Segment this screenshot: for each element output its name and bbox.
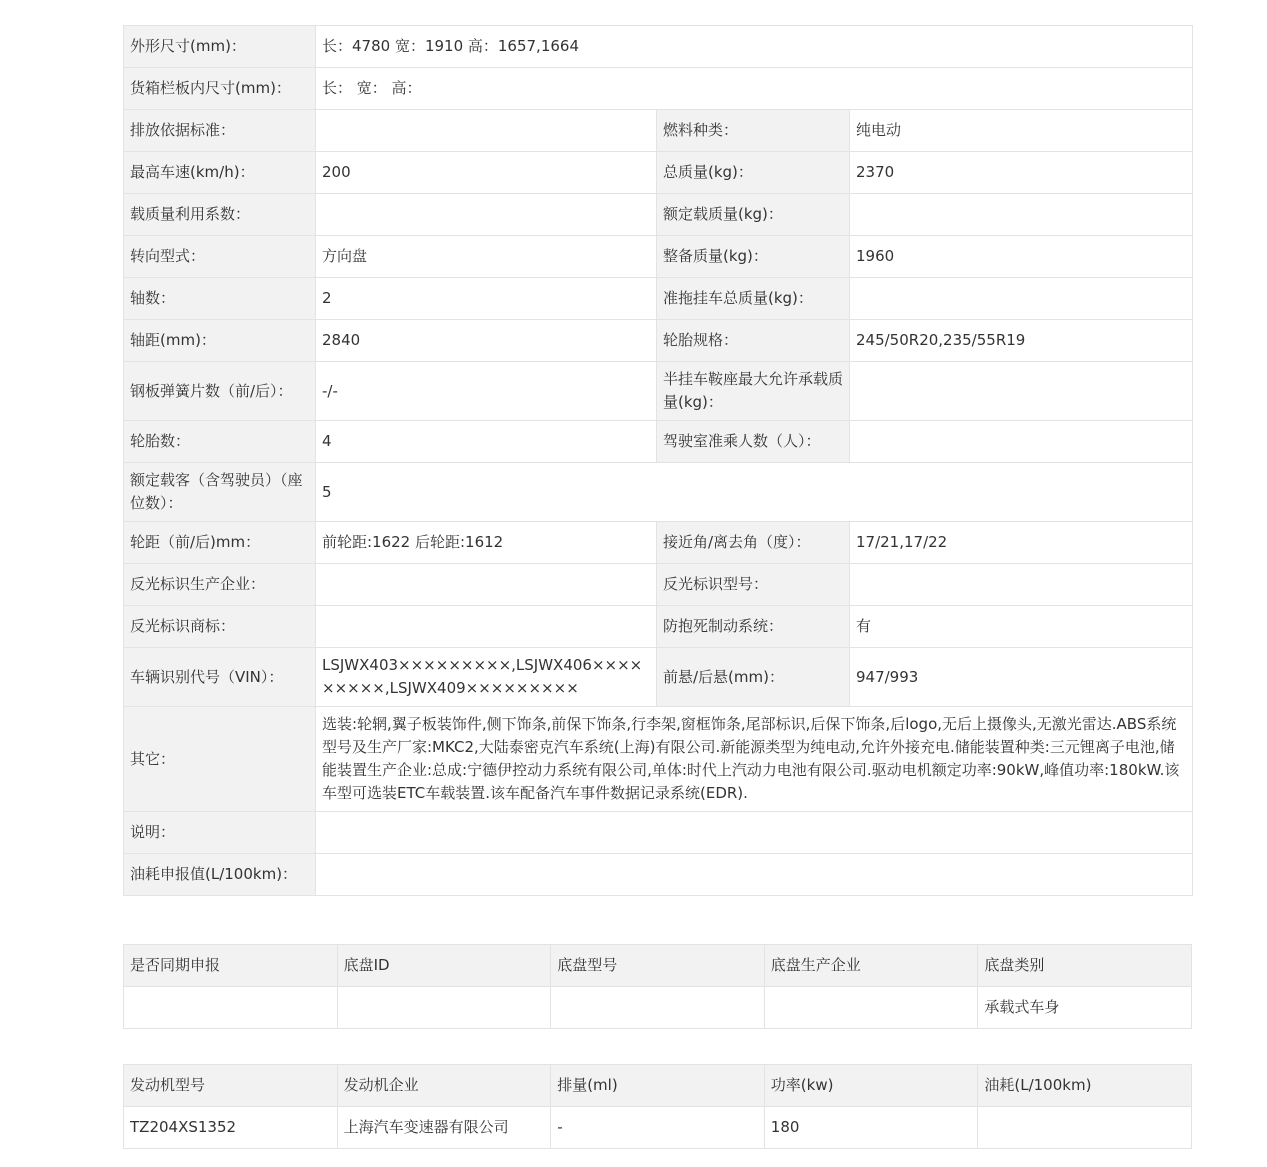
load-coef-label: 载质量利用系数： [124,194,316,236]
abs-value: 有 [850,606,1193,648]
cab-label: 驾驶室准乘人数（人）： [657,421,850,463]
chassis-header-cell: 底盘型号 [551,945,765,987]
tires-label: 轮胎数： [124,421,316,463]
spec-row-load [124,194,1193,236]
rated-load-value [850,194,1193,236]
chassis-data-row [124,987,1192,1029]
trailer-value [850,278,1193,320]
chassis-cell [124,987,338,1029]
chassis-header-cell: 底盘ID [337,945,551,987]
tire-spec-value: 245/50R20,235/55R19 [850,320,1193,362]
spring-value: -/- [316,362,657,421]
dims-value: 长：4780 宽：1910 高：1657,1664 [316,26,1193,68]
cargo-value: 长： 宽： 高： [316,68,1193,110]
vehicle-spec-table [123,25,1193,896]
axles-value: 2 [316,278,657,320]
engine-header-cell: 功率(kw) [764,1065,978,1107]
spec-row-axles [124,278,1193,320]
spec-row-fuel-declared [124,854,1193,896]
engine-header-cell: 发动机型号 [124,1065,338,1107]
chassis-header-cell: 底盘类别 [978,945,1192,987]
axles-label: 轴数： [124,278,316,320]
emission-label: 排放依据标准： [124,110,316,152]
spec-row-reflect-brand [124,606,1193,648]
engine-cell: - [551,1107,765,1149]
engine-data-row [124,1107,1192,1149]
chassis-header-cell: 底盘生产企业 [764,945,978,987]
saddle-value [850,362,1193,421]
angle-label: 接近角/离去角（度）： [657,522,850,564]
curb-mass-label: 整备质量(kg)： [657,236,850,278]
overhang-label: 前悬/后悬(mm)： [657,648,850,707]
spec-row-note [124,812,1193,854]
engine-header-cell: 排量(ml) [551,1065,765,1107]
abs-label: 防抱死制动系统： [657,606,850,648]
spec-row-steering [124,236,1193,278]
gross-mass-value: 2370 [850,152,1193,194]
spec-row-tires [124,421,1193,463]
spec-row-speed-mass [124,152,1193,194]
chassis-table [123,944,1192,1029]
steering-value: 方向盘 [316,236,657,278]
speed-label: 最高车速(km/h)： [124,152,316,194]
load-coef-value [316,194,657,236]
emission-value [316,110,657,152]
curb-mass-value: 1960 [850,236,1193,278]
rated-load-label: 额定载质量(kg)： [657,194,850,236]
vin-value: LSJWX403×××××××××,LSJWX406×××××××××,LSJWX409××××××××× [316,648,657,707]
cab-value [850,421,1193,463]
spring-label: 钢板弹簧片数（前/后）： [124,362,316,421]
seats-label: 额定载客（含驾驶员）（座位数）： [124,463,316,522]
reflect-maker-value [316,564,657,606]
chassis-cell [764,987,978,1029]
reflect-model-value [850,564,1193,606]
track-label: 轮距（前/后)mm： [124,522,316,564]
vin-label: 车辆识别代号（VIN）： [124,648,316,707]
angle-value: 17/21,17/22 [850,522,1193,564]
fuel-decl-value [316,854,1193,896]
track-value: 前轮距:1622 后轮距:1612 [316,522,657,564]
spec-row-reflect-maker [124,564,1193,606]
wheelbase-value: 2840 [316,320,657,362]
note-label: 说明： [124,812,316,854]
reflect-model-label: 反光标识型号： [657,564,850,606]
wheelbase-label: 轴距(mm)： [124,320,316,362]
chassis-header-cell: 是否同期申报 [124,945,338,987]
chassis-cell: 承载式车身 [978,987,1192,1029]
spec-row-seats [124,463,1193,522]
spec-row-vin [124,648,1193,707]
other-value: 选装:轮辋,翼子板装饰件,侧下饰条,前保下饰条,行李架,窗框饰条,尾部标识,后保下饰条,后logo,无后上摄像头,无激光雷达.ABS系统型号及生产厂家:MKC2,大陆泰密克汽车系统(上海)有限公司.新能源类型为纯电动,允许外接充电.储能装置种类:三元锂离子电池,储能装置生产企业:总成:宁德伊控动力系统有限公司,单体:时代上汽动力电池有限公司.驱动电机额定功率:90kW,峰值功率:180kW.该车型可选装ETC车载装置.该车配备汽车事件数据记录系统(EDR). [316,707,1193,812]
engine-cell: 上海汽车变速器有限公司 [337,1107,551,1149]
fuel-decl-label: 油耗申报值(L/100km)： [124,854,316,896]
engine-table [123,1064,1192,1149]
spec-row-emission-fuel [124,110,1193,152]
fuel-label: 燃料种类： [657,110,850,152]
spec-row-wheelbase [124,320,1193,362]
reflect-brand-value [316,606,657,648]
tire-spec-label: 轮胎规格： [657,320,850,362]
spec-row-cargo [124,68,1193,110]
spec-row-track [124,522,1193,564]
chassis-cell [551,987,765,1029]
engine-header-row [124,1065,1192,1107]
saddle-label: 半挂车鞍座最大允许承载质量(kg)： [657,362,850,421]
spec-row-dimensions [124,26,1193,68]
gross-mass-label: 总质量(kg)： [657,152,850,194]
spec-row-spring [124,362,1193,421]
engine-cell: TZ204XS1352 [124,1107,338,1149]
engine-cell: 180 [764,1107,978,1149]
engine-header-cell: 发动机企业 [337,1065,551,1107]
engine-header-cell: 油耗(L/100km) [978,1065,1192,1107]
dims-label: 外形尺寸(mm)： [124,26,316,68]
trailer-label: 准拖挂车总质量(kg)： [657,278,850,320]
engine-cell [978,1107,1192,1149]
reflect-brand-label: 反光标识商标： [124,606,316,648]
speed-value: 200 [316,152,657,194]
reflect-maker-label: 反光标识生产企业： [124,564,316,606]
overhang-value: 947/993 [850,648,1193,707]
note-value [316,812,1193,854]
other-label: 其它： [124,707,316,812]
cargo-label: 货箱栏板内尺寸(mm)： [124,68,316,110]
steering-label: 转向型式： [124,236,316,278]
tires-value: 4 [316,421,657,463]
chassis-header-row [124,945,1192,987]
chassis-cell [337,987,551,1029]
seats-value: 5 [316,463,1193,522]
spec-row-other [124,707,1193,812]
fuel-value: 纯电动 [850,110,1193,152]
